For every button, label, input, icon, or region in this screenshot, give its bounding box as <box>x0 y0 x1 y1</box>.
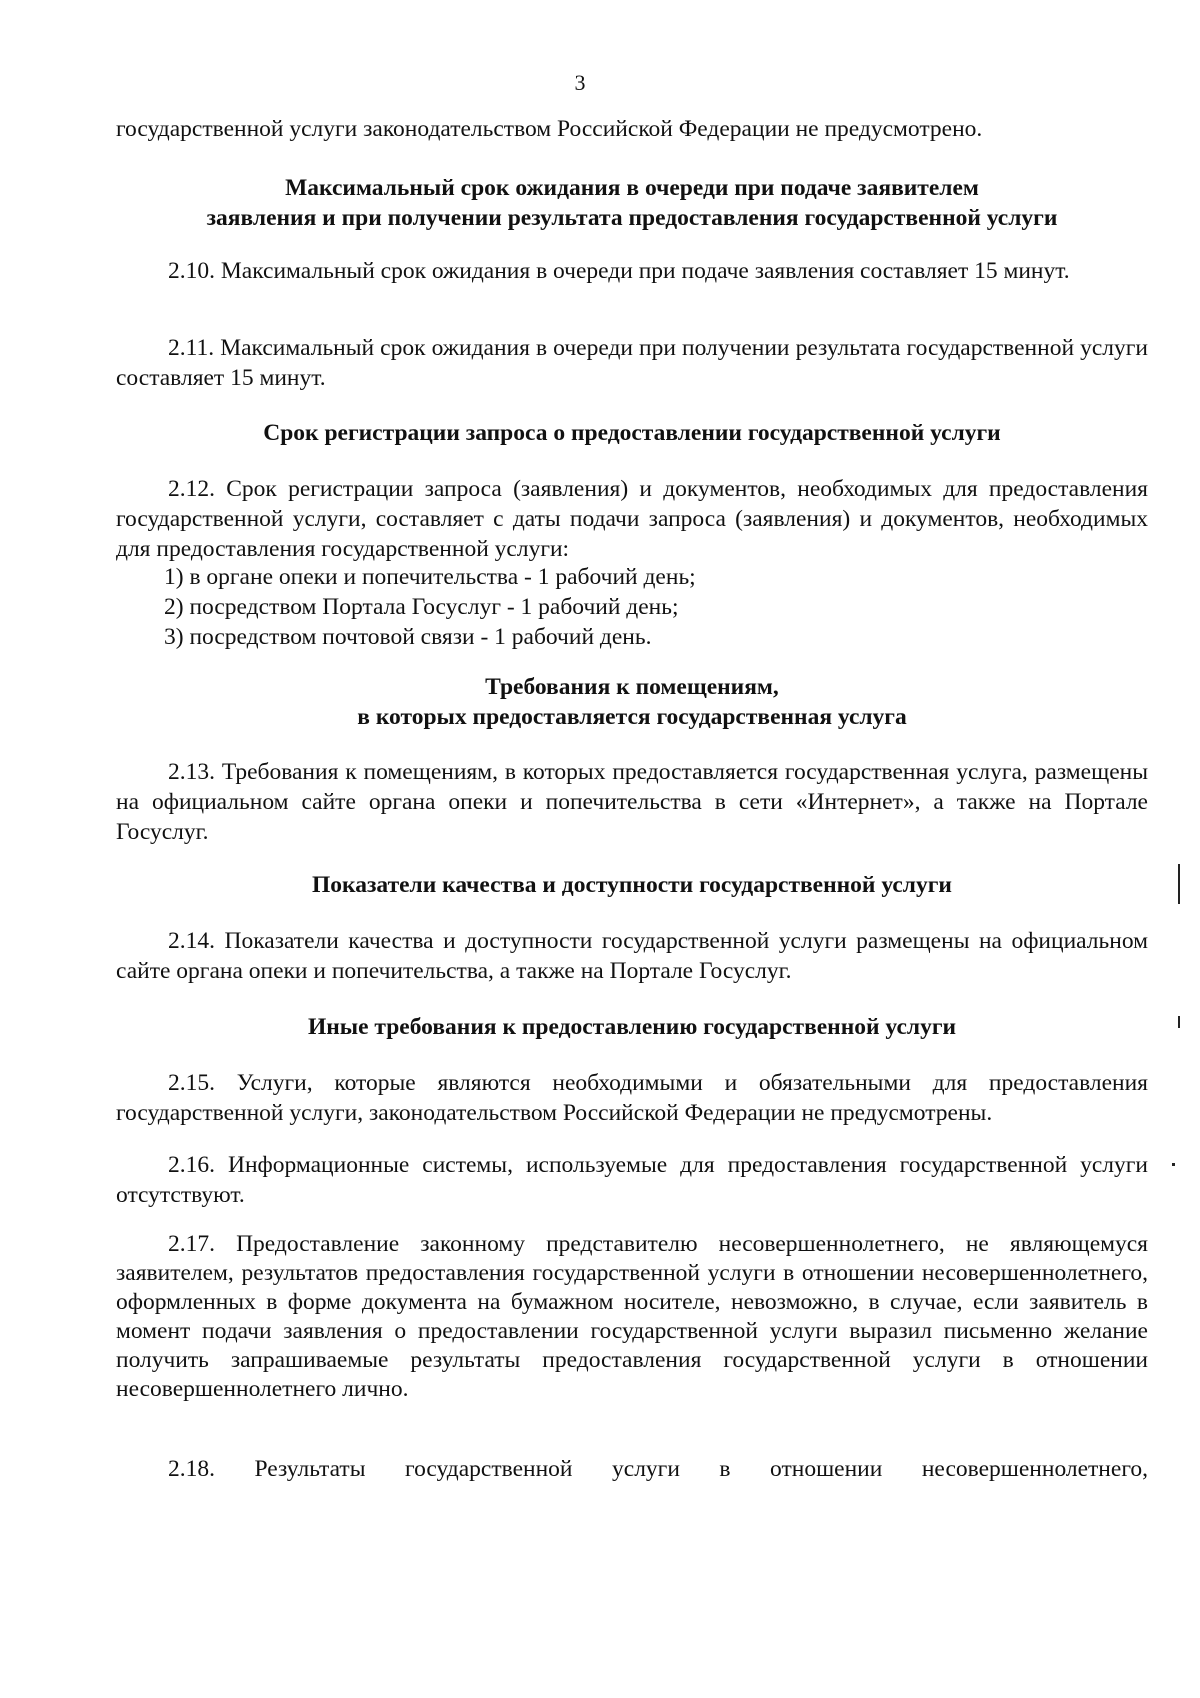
section-heading-registration: Срок регистрации запроса о предоставлении государственной услуги <box>263 420 1001 446</box>
paragraph-2-17: 2.17. Предоставление законному представителю несовершеннолетнего, не являющемуся заявителем, результатов предоставления государственной услуги в отношении несовершеннолетнего, оформленных в форме документа на бумажном носителе, невозможно, в случае, если заявитель в момент подачи заявления о предоставлении государственной услуги выразил письменно желание получить запрашиваемые результаты предоставления государственной услуги в отношении несовершеннолетнего лично. <box>116 1231 1148 1402</box>
page-number: 3 <box>574 70 586 95</box>
list-item: 1) в органе опеки и попечительства - 1 рабочий день; <box>164 564 696 590</box>
paragraph-2-16: 2.16. Информационные системы, используемые для предоставления государственной услуги отсутствуют. <box>116 1152 1148 1208</box>
heading-line: Требования к помещениям, <box>485 674 779 700</box>
paragraph-2-13: 2.13. Требования к помещениям, в которых предоставляется государственная услуга, размещены на официальном сайте органа опеки и попечительства в сети «Интернет», а также на Портале Госуслуг. <box>116 759 1148 845</box>
list-item: 2) посредством Портала Госуслуг - 1 рабочий день; <box>164 594 679 620</box>
registration-list <box>116 562 1148 652</box>
section-heading-quality: Показатели качества и доступности государственной услуги <box>312 872 952 898</box>
intro-paragraph: государственной услуги законодательством Российской Федерации не предусмотрено. <box>116 116 983 142</box>
heading-line: заявления и при получении результата предоставления государственной услуги <box>206 205 1058 231</box>
section-heading-other: Иные требования к предоставлению государственной услуги <box>307 1014 957 1040</box>
heading-line: Максимальный срок ожидания в очереди при подаче заявителем <box>285 175 979 201</box>
paragraph-2-10: 2.10. Максимальный срок ожидания в очереди при подаче заявления составляет 15 минут. <box>168 258 1070 284</box>
paragraph-2-14: 2.14. Показатели качества и доступности государственной услуги размещены на официальном сайте органа опеки и попечительства, а также на Портале Госуслуг. <box>116 928 1148 984</box>
paragraph-2-18: 2.18. Результаты государственной услуги в отношении несовершеннолетнего, <box>168 1456 1148 1482</box>
section-heading-premises <box>116 672 1148 732</box>
scan-mark <box>1178 1016 1180 1028</box>
heading-line: в которых предоставляется государственная услуга <box>357 704 907 730</box>
list-item: 3) посредством почтовой связи - 1 рабочий день. <box>164 624 652 650</box>
paragraph-2-11: 2.11. Максимальный срок ожидания в очереди при получении результата государственной услуги составляет 15 минут. <box>116 335 1148 391</box>
section-heading-queue <box>116 173 1148 233</box>
scan-mark <box>1178 864 1180 904</box>
paragraph-2-12: 2.12. Срок регистрации запроса (заявления) и документов, необходимых для предоставления государственной услуги, составляет с даты подачи запроса (заявления) и документов, необходимых для предоставления государственной услуги: <box>116 476 1148 562</box>
scan-mark <box>1172 1163 1175 1166</box>
paragraph-2-15: 2.15. Услуги, которые являются необходимыми и обязательными для предоставления государственной услуги, законодательством Российской Федерации не предусмотрены. <box>116 1070 1148 1126</box>
